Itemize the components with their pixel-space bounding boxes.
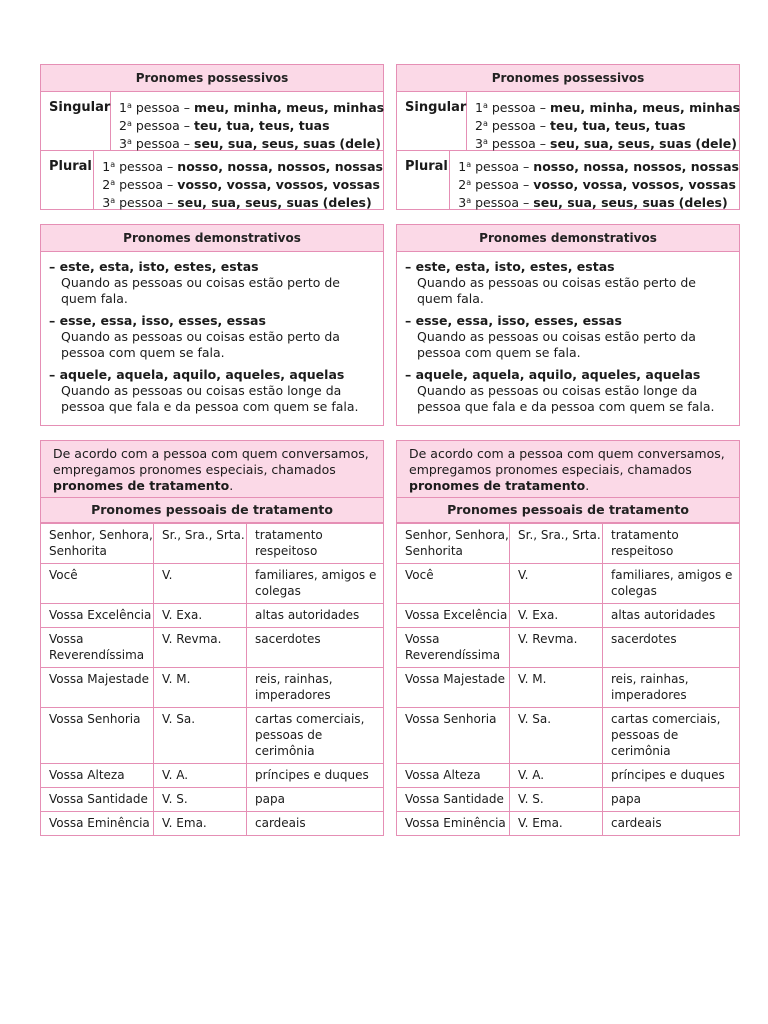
line-2: 2$^a$ pessoa – vosso, vossa, vossos, vossas (102, 177, 380, 192)
line-2: 2$^a$ pessoa – teu, tua, teus, tuas (119, 118, 330, 133)
demonstrative-title: Pronomes demonstrativos (41, 225, 383, 252)
demo-item: – este, esta, isto, estes, estas Quando as pessoas ou coisas estão perto de quem fala. (405, 259, 696, 306)
line-1: 1$^a$ pessoa – nosso, nossa, nossos, nossas (458, 159, 739, 174)
singular-row (41, 92, 383, 150)
table-row: Vossa Eminência V. Ema. cardeais (397, 812, 739, 836)
table-row: Vossa Santidade V. S. papa (397, 788, 739, 812)
demo-item: – este, esta, isto, estes, estas Quando as pessoas ou coisas estão perto de quem fala. (49, 259, 340, 306)
treatment-intro: De acordo com a pessoa com quem conversamos, empregamos pronomes especiais, chamados pronomes de tratamento. (397, 441, 739, 498)
demo-item: – aquele, aquela, aquilo, aqueles, aquelas Quando as pessoas ou coisas estão longe da pessoa que fala e da pessoa com quem se fala. (405, 367, 715, 414)
table-row: Senhor, Senhora, Senhorita Sr., Sra., Srta. tratamento respeitoso (41, 524, 383, 564)
table-row: Você V. familiares, amigos e colegas (41, 564, 383, 604)
row-label: Plural (41, 151, 94, 209)
table-row: Vossa Majestade V. M. reis, rainhas, imperadores (41, 668, 383, 708)
table-row: Vossa Santidade V. S. papa (41, 788, 383, 812)
table-row: Você V. familiares, amigos e colegas (397, 564, 739, 604)
row-label: Plural (397, 151, 450, 209)
table-row: Vossa Reverendíssima V. Revma. sacerdotes (41, 628, 383, 668)
treatment-table (397, 523, 739, 835)
line-2: 2$^a$ pessoa – vosso, vossa, vossos, vossas (458, 177, 736, 192)
table-row: Vossa Reverendíssima V. Revma. sacerdotes (397, 628, 739, 668)
table-row: Vossa Senhoria V. Sa. cartas comerciais, pessoas de cerimônia (397, 708, 739, 764)
demonstrative-pronouns-box (40, 224, 384, 426)
line-2: 2$^a$ pessoa – teu, tua, teus, tuas (475, 118, 686, 133)
demo-item: – aquele, aquela, aquilo, aqueles, aquelas Quando as pessoas ou coisas estão longe da pessoa que fala e da pessoa com quem se fala. (49, 367, 359, 414)
row-label: Singular (397, 92, 467, 150)
line-3: 3$^a$ pessoa – seu, sua, seus, suas (deles) (458, 195, 728, 210)
table-row: Vossa Eminência V. Ema. cardeais (41, 812, 383, 836)
table-row: Vossa Alteza V. A. príncipes e duques (397, 764, 739, 788)
line-1: 1$^a$ pessoa – meu, minha, meus, minhas (475, 100, 741, 115)
line-3: 3$^a$ pessoa – seu, sua, seus, suas (dele) (475, 136, 737, 151)
line-3: 3$^a$ pessoa – seu, sua, seus, suas (deles) (102, 195, 372, 210)
line-1: 1$^a$ pessoa – nosso, nossa, nossos, nossas (102, 159, 383, 174)
table-row: Vossa Excelência V. Exa. altas autoridades (41, 604, 383, 628)
possessive-pronouns-box (40, 64, 384, 210)
treatment-table (41, 523, 383, 835)
plural-row (397, 150, 739, 209)
plural-row (41, 150, 383, 209)
possessive-title: Pronomes possessivos (41, 65, 383, 92)
line-1: 1$^a$ pessoa – meu, minha, meus, minhas (119, 100, 385, 115)
line-3: 3$^a$ pessoa – seu, sua, seus, suas (dele) (119, 136, 381, 151)
treatment-pronouns-box (396, 440, 740, 836)
treatment-pronouns-box (40, 440, 384, 836)
table-row: Vossa Alteza V. A. príncipes e duques (41, 764, 383, 788)
demonstrative-title: Pronomes demonstrativos (397, 225, 739, 252)
treatment-intro: De acordo com a pessoa com quem conversamos, empregamos pronomes especiais, chamados pronomes de tratamento. (41, 441, 383, 498)
table-row: Vossa Senhoria V. Sa. cartas comerciais, pessoas de cerimônia (41, 708, 383, 764)
table-row: Vossa Excelência V. Exa. altas autoridades (397, 604, 739, 628)
table-row: Senhor, Senhora, Senhorita Sr., Sra., Srta. tratamento respeitoso (397, 524, 739, 564)
demo-item: – esse, essa, isso, esses, essas Quando as pessoas ou coisas estão perto da pessoa com quem se fala. (405, 313, 696, 360)
demo-item: – esse, essa, isso, esses, essas Quando as pessoas ou coisas estão perto da pessoa com quem se fala. (49, 313, 340, 360)
table-row: Vossa Majestade V. M. reis, rainhas, imperadores (397, 668, 739, 708)
possessive-title: Pronomes possessivos (397, 65, 739, 92)
possessive-pronouns-box (396, 64, 740, 210)
treatment-title: Pronomes pessoais de tratamento (41, 498, 383, 523)
singular-row (397, 92, 739, 150)
row-label: Singular (41, 92, 111, 150)
treatment-title: Pronomes pessoais de tratamento (397, 498, 739, 523)
demonstrative-pronouns-box (396, 224, 740, 426)
